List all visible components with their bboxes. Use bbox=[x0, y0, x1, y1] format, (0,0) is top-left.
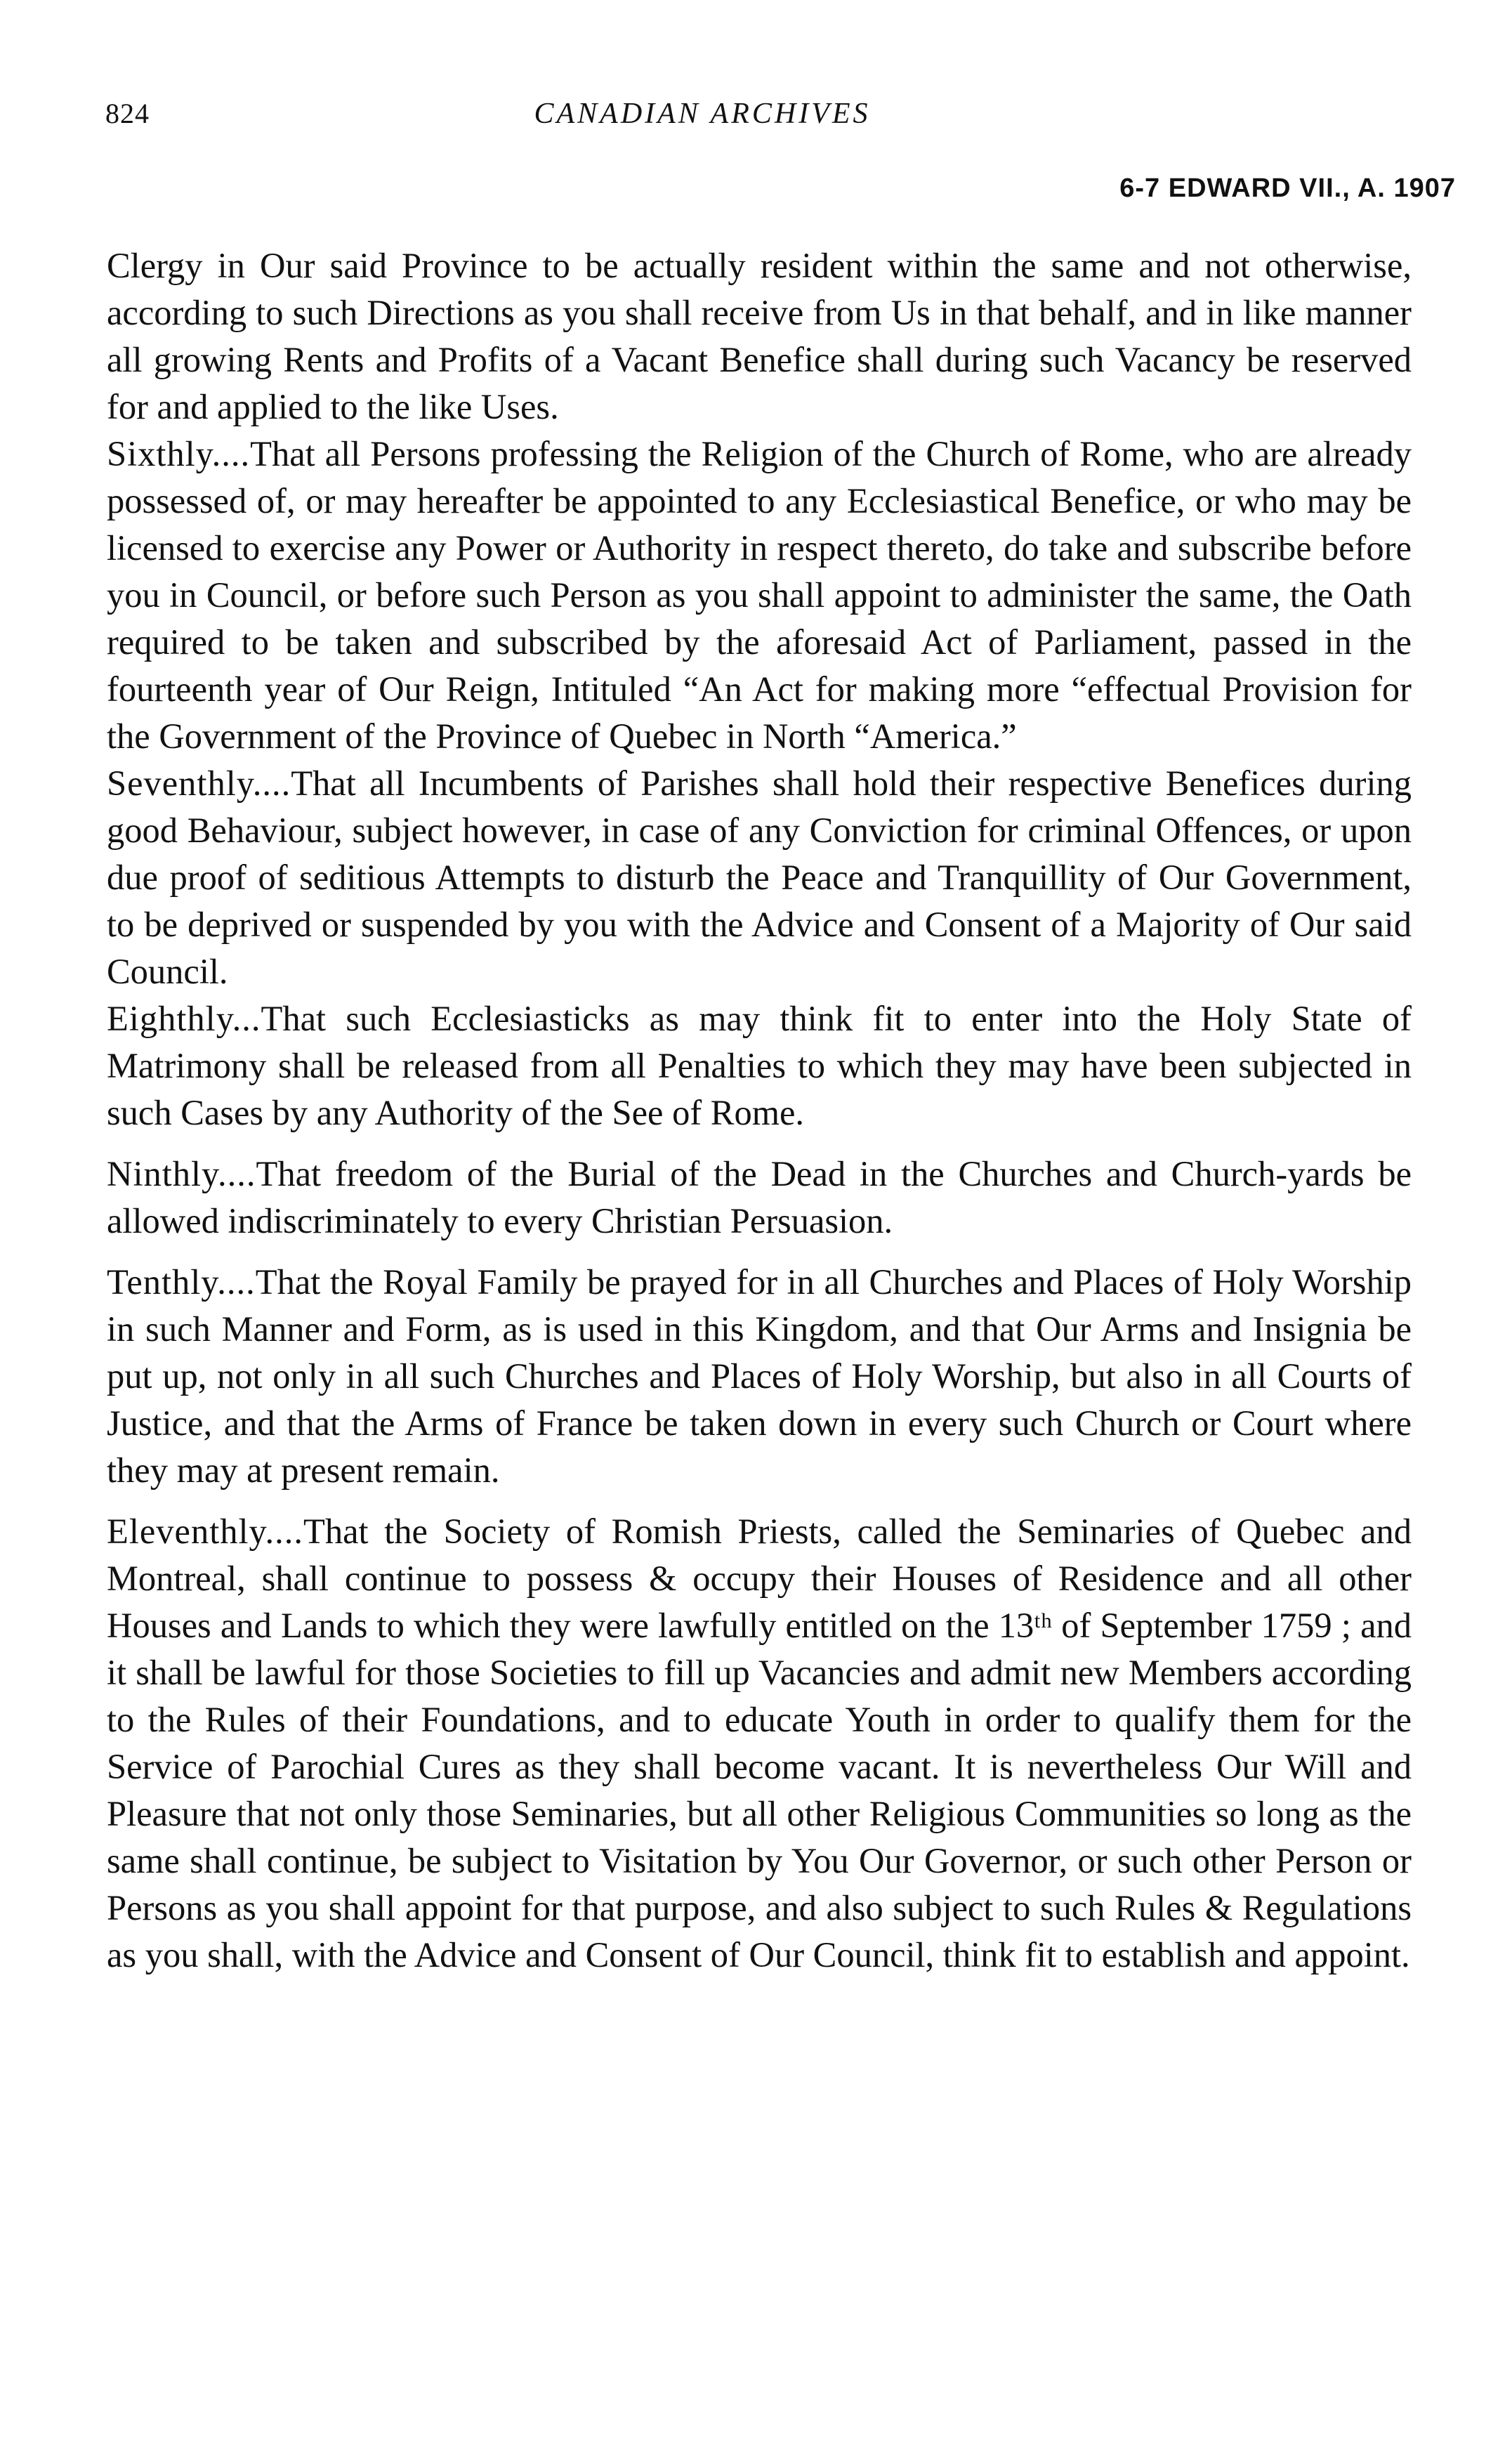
paragraph-sixthly bbox=[107, 431, 1412, 760]
paragraph-eleventhly bbox=[107, 1508, 1412, 1979]
paragraph-seventhly bbox=[107, 760, 1412, 995]
paragraph-text: That the Society of Romish Priests, called the Seminaries of Quebec and Montreal, shall continue to possess & occupy their Houses of Residence and all other Houses and Lands to which they were lawfully entitled on the 13ᵗʰ of September 1759 ; and it shall be lawful for those Societies to fill up Vacancies and admit new Members according to the Rules of their Foundations, and to educate Youth in order to qualify them for the Service of Parochial Cures as they shall become vacant. It is nevertheless Our Will and Pleasure that not only those Seminaries, but all other Religious Communities so long as the same shall continue, be subject to Visitation by You Our Governor, or such other Person or Persons as you shall appoint for that purpose, and also subject to such Rules & Regulations as you shall, with the Advice and Consent of Our Council, think fit to establish and appoint. bbox=[107, 1512, 1412, 1974]
paragraph-ninthly bbox=[107, 1151, 1412, 1245]
page-number: 824 bbox=[105, 98, 150, 129]
paragraph-text: Clergy in Our said Province to be actually resident within the same and not otherwise, according to such Directions as you shall receive from Us in that behalf, and in like manner all growing Rents and Profits of a Vacant Benefice shall during such Vacancy be reserved for and applied to the like Uses. bbox=[107, 246, 1412, 426]
paragraph-lead: Ninthly.... bbox=[107, 1154, 256, 1193]
paragraph-lead: Sixthly.... bbox=[107, 434, 251, 473]
volume-reference: 6-7 EDWARD VII., A. 1907 bbox=[1119, 173, 1456, 203]
paragraph-eighthly bbox=[107, 995, 1412, 1137]
paragraph-lead: Seventhly.... bbox=[107, 764, 291, 803]
paragraph-text: That freedom of the Burial of the Dead in the Churches and Church-yards be allowed indiscriminately to every Christian Persuasion. bbox=[107, 1154, 1412, 1240]
paragraph-continuation bbox=[107, 242, 1412, 431]
paragraph-lead: Tenthly.... bbox=[107, 1262, 256, 1302]
body-text bbox=[107, 242, 1412, 1979]
paragraph-text: That all Persons professing the Religion of the Church of Rome, who are already possessed of, or may hereafter be appointed to any Ecclesiastical Benefice, or who may be licensed to exercise any Power or Authority in respect thereto, do take and subscribe before you in Council, or before such Person as you shall appoint to administer the same, the Oath required to be taken and subscribed by the aforesaid Act of Parliament, passed in the fourteenth year of Our Reign, Intituled “An Act for making more “effectual Provision for the Government of the Province of Quebec in North “America.” bbox=[107, 434, 1412, 756]
page-header bbox=[105, 97, 1412, 139]
paragraph-tenthly bbox=[107, 1259, 1412, 1494]
paragraph-text: That all Incumbents of Parishes shall hold their respective Benefices during good Behaviour, subject however, in case of any Conviction for criminal Offences, or upon due proof of seditious Attempts to disturb the Peace and Tranquillity of Our Government, to be deprived or suspended by you with the Advice and Consent of a Majority of Our said Council. bbox=[107, 764, 1412, 991]
paragraph-lead: Eleventhly.... bbox=[107, 1512, 303, 1551]
paragraph-text: That such Ecclesiasticks as may think fit to enter into the Holy State of Matrimony shall be released from all Penalties to which they may have been subjected in such Cases by any Authority of the See of Rome. bbox=[107, 999, 1412, 1132]
running-title: CANADIAN ARCHIVES bbox=[534, 98, 871, 130]
paragraph-lead: Eighthly... bbox=[107, 999, 261, 1038]
paragraph-text: That the Royal Family be prayed for in all Churches and Places of Holy Worship in such Manner and Form, as is used in this Kingdom, and that Our Arms and Insignia be put up, not only in all such Churches and Places of Holy Worship, but also in all Courts of Justice, and that the Arms of France be taken down in every such Church or Court where they may at present remain. bbox=[107, 1262, 1412, 1490]
